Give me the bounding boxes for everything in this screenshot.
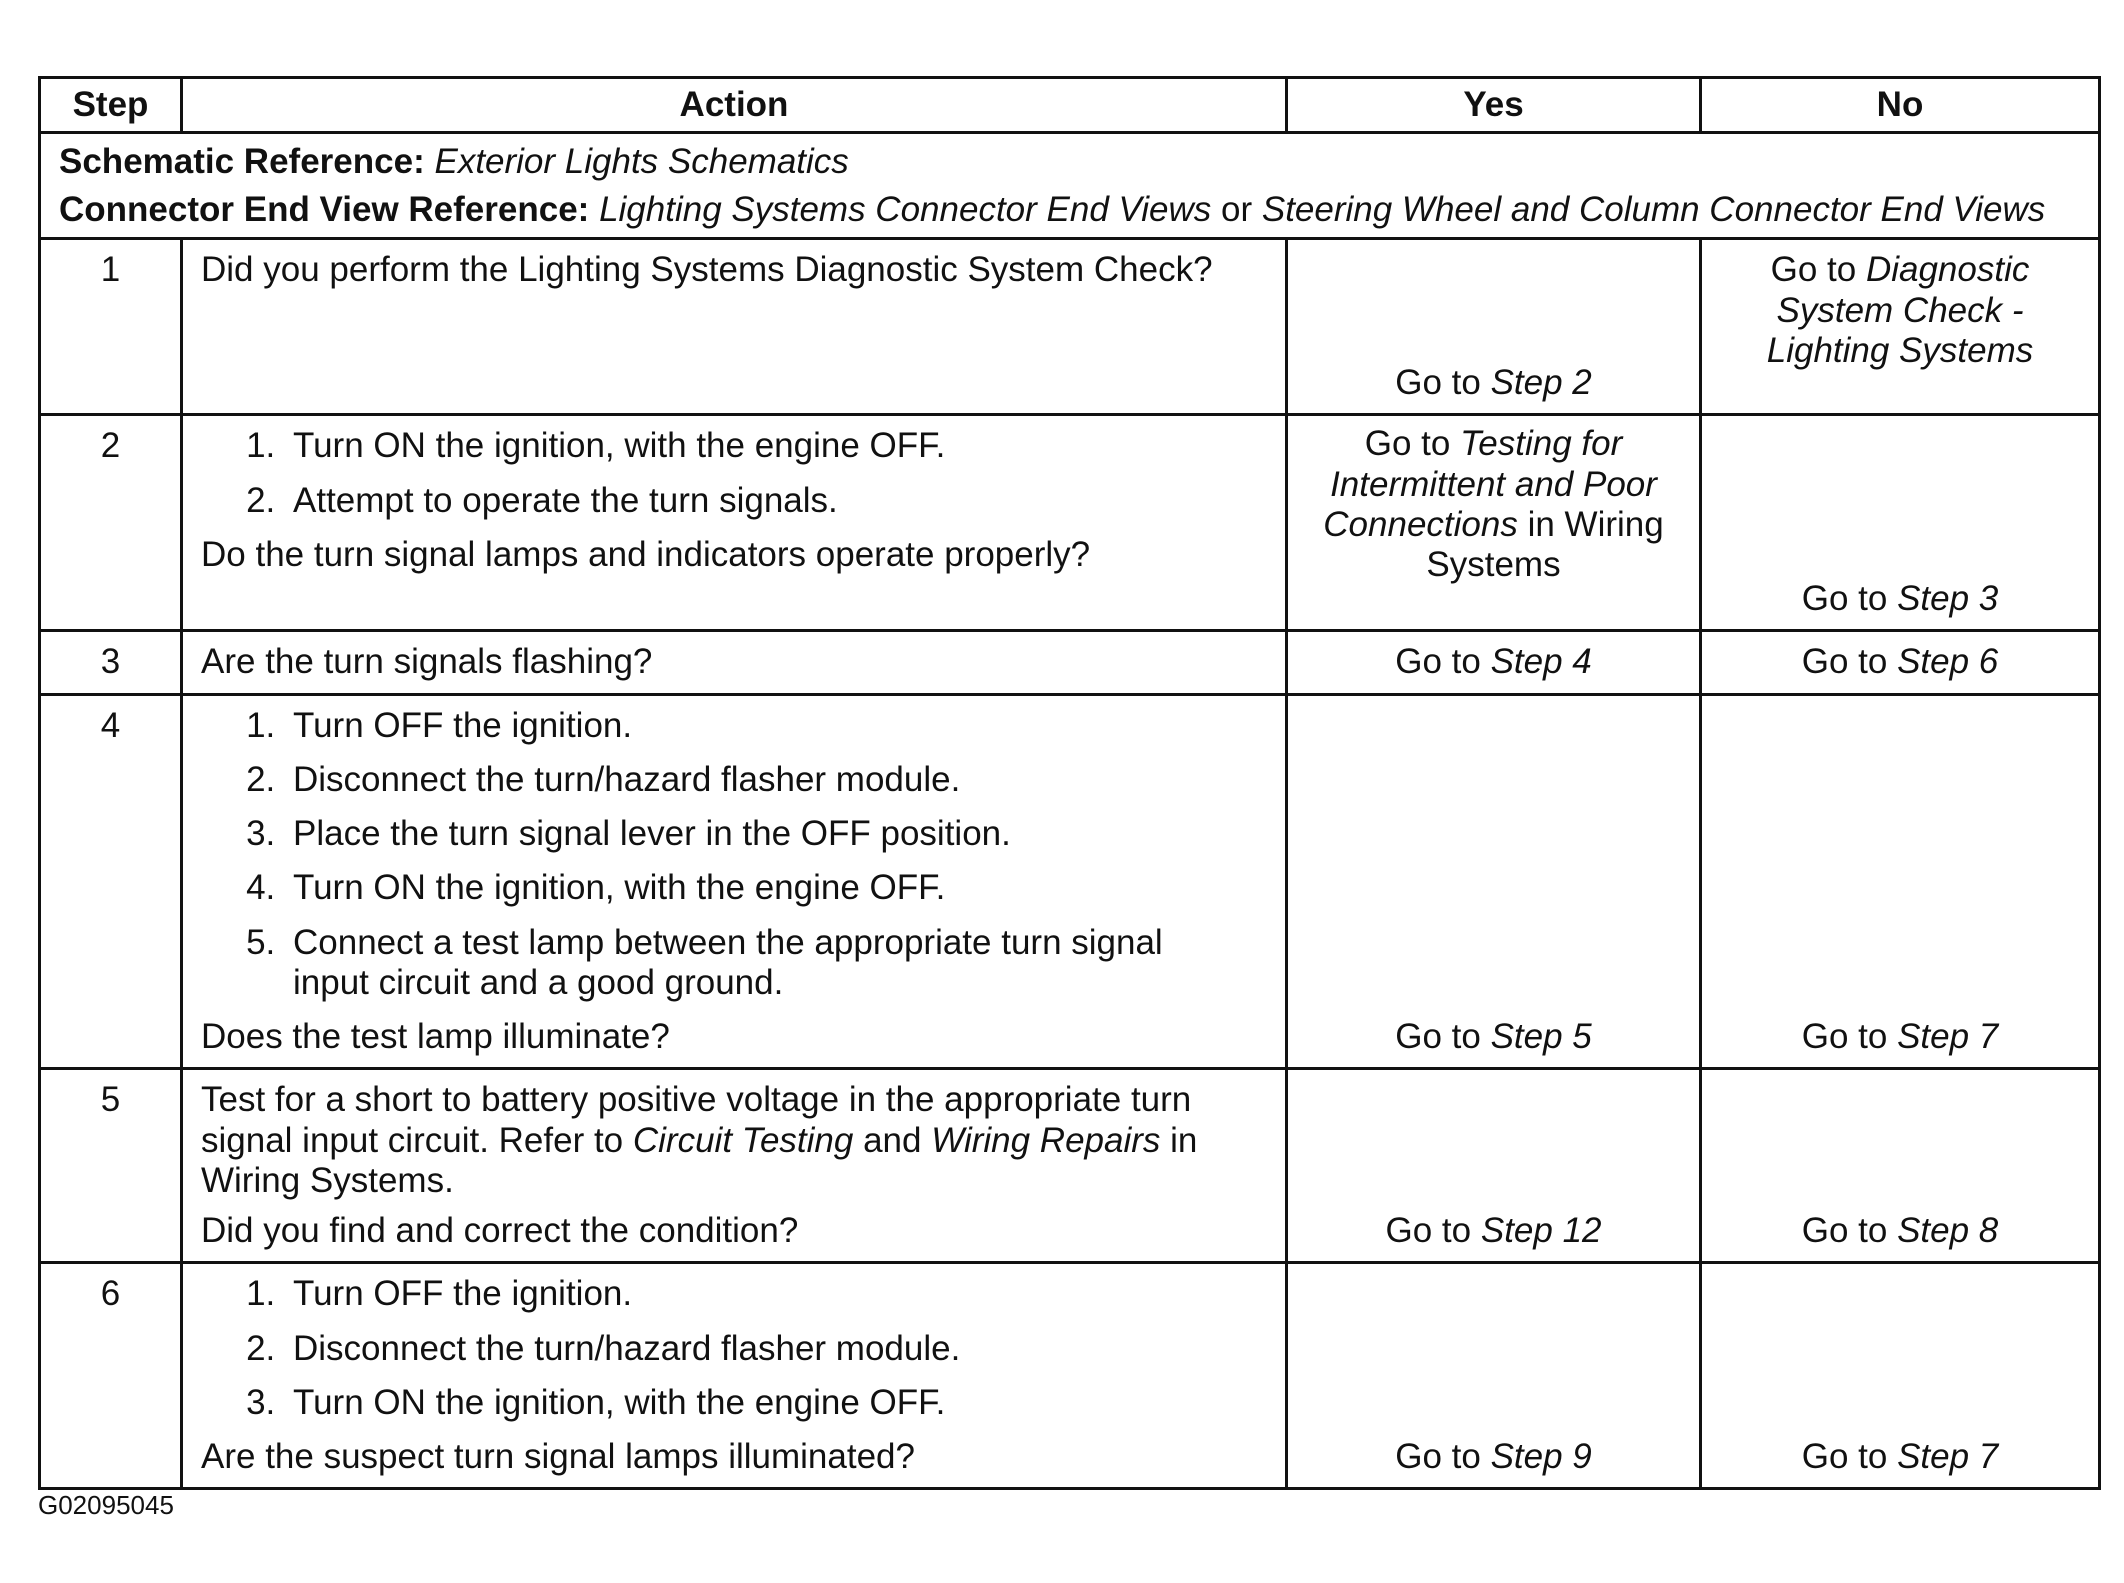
step-number: 2: [40, 415, 182, 631]
list-item: 2. Attempt to operate the turn signals.: [285, 481, 1267, 521]
no-link[interactable]: Step 3: [1897, 579, 1999, 618]
no-cell: [1701, 239, 2100, 415]
step-number: 3: [40, 631, 182, 694]
list-item: 1. Turn ON the ignition, with the engine OFF.: [285, 426, 1267, 466]
header-no: No: [1701, 78, 2100, 133]
no-prefix: Go to: [1801, 1211, 1888, 1250]
no-link[interactable]: Step 8: [1897, 1211, 1999, 1250]
diagnostic-table: [38, 76, 2101, 1490]
action-cell: [182, 1069, 1287, 1263]
action-question: Did you perform the Lighting Systems Diagnostic System Check?: [201, 250, 1213, 290]
action-cell: [182, 631, 1287, 694]
no-prefix: Go to: [1801, 642, 1888, 682]
no-prefix: Go to: [1801, 579, 1888, 618]
yes-prefix: Go to: [1364, 424, 1451, 464]
wiring-repairs-link[interactable]: Wiring Repairs: [931, 1120, 1161, 1160]
header-yes: Yes: [1287, 78, 1701, 133]
list-item: 5. Connect a test lamp between the appropriate turn signal input circuit and a good ground.: [285, 923, 1267, 1004]
action-text-3: in Wiring Systems.: [201, 1120, 1198, 1200]
action-cell: [182, 239, 1287, 415]
figure-id: G02095045: [38, 1490, 174, 1520]
action-list: [201, 426, 1267, 521]
action-text-2: and: [863, 1120, 922, 1160]
list-item: 2. Disconnect the turn/hazard flasher module.: [285, 760, 1267, 800]
action-text: [201, 1080, 1267, 1201]
no-link[interactable]: Step 7: [1897, 1017, 1999, 1056]
circuit-testing-link[interactable]: Circuit Testing: [632, 1120, 854, 1160]
no-cell: [1701, 694, 2100, 1069]
no-prefix: Go to: [1801, 1017, 1888, 1056]
no-cell: [1701, 415, 2100, 631]
table-row: [40, 631, 2100, 694]
no-link[interactable]: Step 6: [1897, 642, 1999, 682]
table-row: [40, 1069, 2100, 1263]
table-row: [40, 415, 2100, 631]
action-question: Does the test lamp illuminate?: [201, 1017, 670, 1056]
connector-link-2[interactable]: Steering Wheel and Column Connector End Views: [1261, 190, 2046, 230]
no-cell: [1701, 631, 2100, 694]
yes-cell: [1287, 415, 1701, 631]
yes-prefix: Go to: [1395, 363, 1481, 402]
yes-prefix: Go to: [1395, 642, 1481, 682]
action-text-1: Test for a short to battery positive voltage in the appropriate turn signal input circuit. Refer to: [201, 1080, 1192, 1160]
no-cell: [1701, 1263, 2100, 1489]
action-question: Did you find and correct the condition?: [201, 1211, 799, 1250]
yes-prefix: Go to: [1395, 1017, 1481, 1056]
yes-cell: [1287, 694, 1701, 1069]
yes-cell: [1287, 631, 1701, 694]
step-number: 6: [40, 1263, 182, 1489]
header-step: Step: [40, 78, 182, 133]
reference-cell: [40, 133, 2100, 239]
reference-row: [40, 133, 2100, 239]
yes-link[interactable]: Testing for Intermittent and Poor Connections: [1323, 424, 1657, 544]
yes-cell: [1287, 1069, 1701, 1263]
header-row: [40, 78, 2100, 133]
action-question: Do the turn signal lamps and indicators operate properly?: [201, 534, 1091, 574]
action-question: Are the turn signals flashing?: [201, 642, 653, 682]
list-item: 3. Turn ON the ignition, with the engine OFF.: [285, 1383, 1267, 1423]
yes-prefix: Go to: [1385, 1211, 1472, 1250]
action-list: [201, 706, 1267, 1004]
yes-link[interactable]: Step 2: [1490, 363, 1592, 402]
list-item: 3. Place the turn signal lever in the OFF position.: [285, 814, 1267, 854]
yes-link[interactable]: Step 5: [1490, 1017, 1592, 1056]
yes-link[interactable]: Step 4: [1490, 642, 1592, 682]
action-question: Are the suspect turn signal lamps illuminated?: [201, 1437, 915, 1476]
yes-link[interactable]: Step 9: [1490, 1437, 1592, 1476]
yes-prefix: Go to: [1395, 1437, 1481, 1476]
header-action: Action: [182, 78, 1287, 133]
list-item: 4. Turn ON the ignition, with the engine OFF.: [285, 868, 1267, 908]
schematic-link[interactable]: Exterior Lights Schematics: [434, 142, 849, 181]
connector-or: or: [1220, 190, 1253, 230]
no-prefix: Go to: [1770, 250, 1857, 290]
step-number: 4: [40, 694, 182, 1069]
step-number: 5: [40, 1069, 182, 1263]
table-row: [40, 239, 2100, 415]
step-number: 1: [40, 239, 182, 415]
connector-link-1[interactable]: Lighting Systems Connector End Views: [599, 190, 1212, 230]
table-row: [40, 1263, 2100, 1489]
connector-reference: [59, 190, 2080, 230]
yes-cell: [1287, 239, 1701, 415]
list-item: 1. Turn OFF the ignition.: [285, 1274, 1267, 1314]
action-cell: [182, 415, 1287, 631]
no-prefix: Go to: [1801, 1437, 1888, 1476]
list-item: 1. Turn OFF the ignition.: [285, 706, 1267, 746]
no-cell: [1701, 1069, 2100, 1263]
list-item: 2. Disconnect the turn/hazard flasher module.: [285, 1329, 1267, 1369]
schematic-reference: [59, 142, 2080, 182]
yes-cell: [1287, 1263, 1701, 1489]
schematic-label: Schematic Reference:: [59, 142, 425, 181]
action-list: [201, 1274, 1267, 1423]
action-cell: [182, 1263, 1287, 1489]
table-row: [40, 694, 2100, 1069]
action-cell: [182, 694, 1287, 1069]
no-link[interactable]: Step 7: [1897, 1437, 1999, 1476]
yes-suffix: in Wiring Systems: [1426, 504, 1664, 584]
no-link[interactable]: Diagnostic System Check - Lighting Systems: [1766, 250, 2034, 370]
connector-label: Connector End View Reference:: [59, 190, 590, 230]
yes-link[interactable]: Step 12: [1480, 1211, 1602, 1250]
